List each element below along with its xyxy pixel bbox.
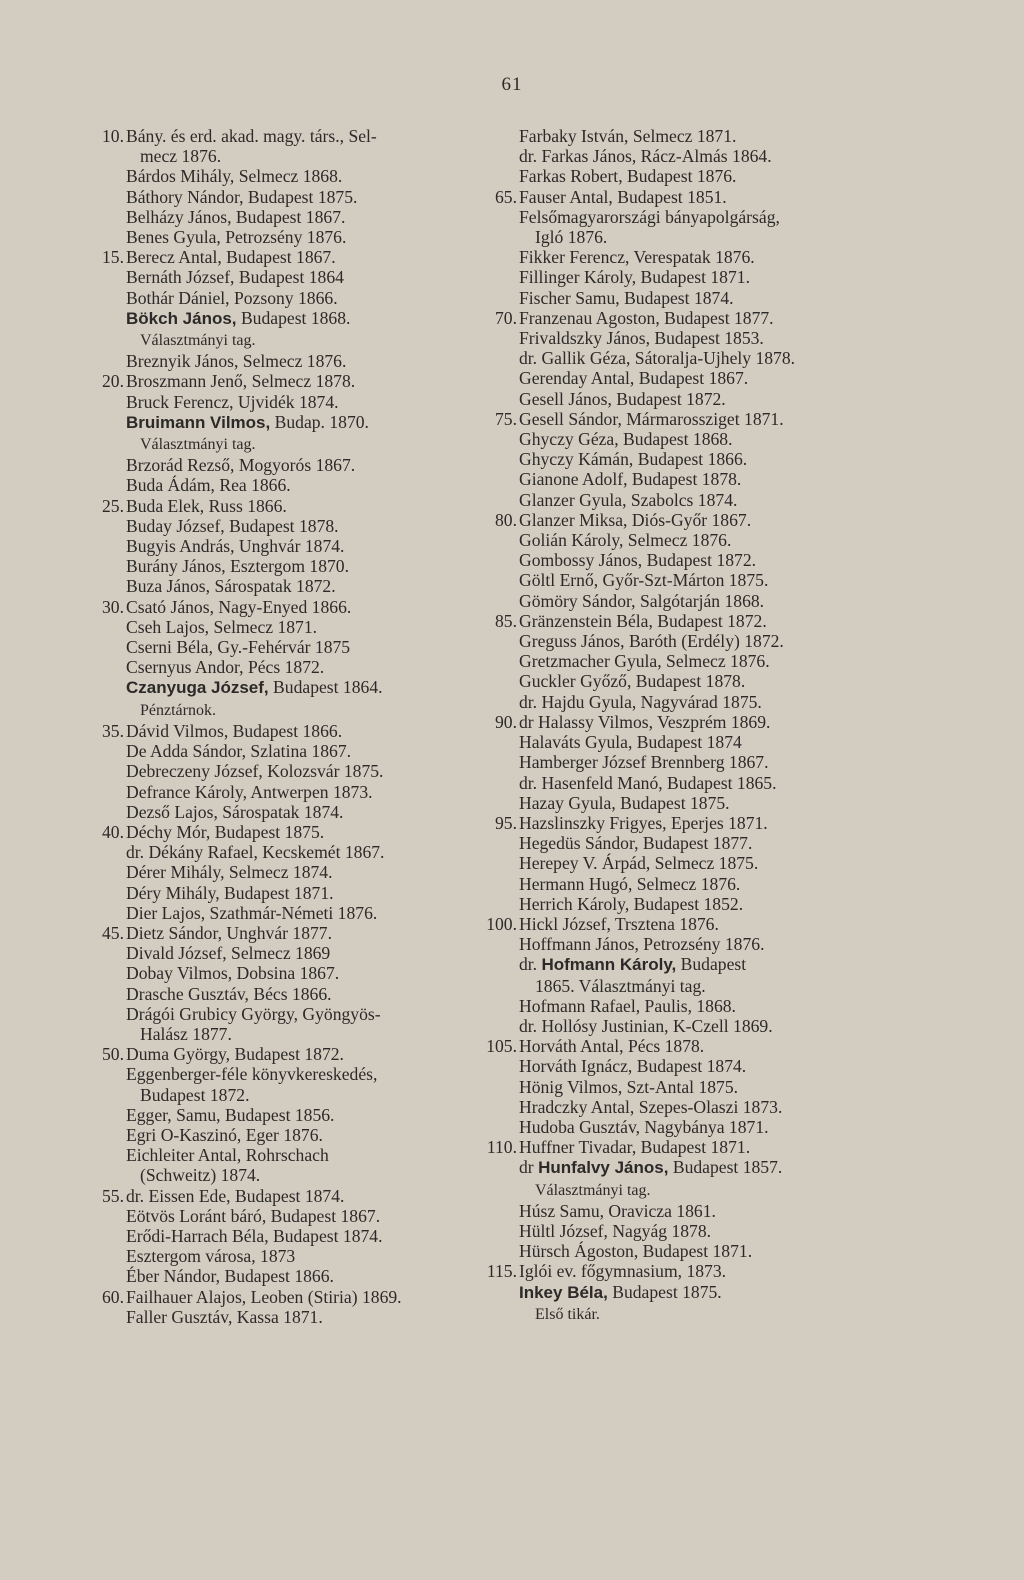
entry-text: Buda Elek, Russ 1866. [126,495,287,516]
member-entry [100,516,480,536]
member-entry [473,166,893,186]
member-entry [473,1097,893,1117]
entry-text: dr. Hasenfeld Manó, Budapest 1865. [519,772,777,793]
entry-text: Hudoba Gusztáv, Nagybánya 1871. [519,1116,769,1137]
entry-text: Gömöry Sándor, Salgótarján 1868. [519,590,765,611]
entry-text: Hegedüs Sándor, Budapest 1877. [519,833,753,854]
member-entry [100,862,480,882]
page-number: 61 [501,74,523,95]
entry-name-bold: Czanyuga József, [126,678,269,698]
entry-text: dr. Hajdu Gyula, Nagyvárad 1875. [519,691,762,712]
entry-text: Gianone Adolf, Budapest 1878. [519,469,742,490]
member-entry [100,267,480,287]
entry-name-bold: Inkey Béla, [519,1282,608,1302]
entry-text: Hickl József, Trsztena 1876. [519,913,719,934]
entry-text: dr Halassy Vilmos, Veszprém 1869. [519,711,771,732]
entry-number: 75. [495,408,517,429]
entry-text: Igló 1876. [535,227,608,248]
entry-text: Dezső Lajos, Sárospatak 1874. [126,801,344,822]
member-entry [473,146,893,166]
entry-number: 80. [495,509,517,530]
entry-text: Déry Mihály, Budapest 1871. [126,882,334,903]
entry-text: Budap. 1870. [270,411,369,432]
member-entry [473,954,893,975]
entry-text: Budapest 1864. [268,677,383,698]
member-entry [473,328,893,348]
member-entry [100,1287,480,1307]
member-entry [473,631,893,651]
entry-text: Hültl József, Nagyág 1878. [519,1220,712,1241]
member-entry [473,934,893,954]
member-entry [100,475,480,495]
entry-text: dr. Farkas János, Rácz-Almás 1864. [519,146,772,167]
entry-text: Esztergom városa, 1873 [126,1246,296,1267]
entry-text: Burány János, Esztergom 1870. [126,556,349,577]
entry-text: Defrance Károly, Antwerpen 1873. [126,781,373,802]
member-entry [473,732,893,752]
member-entry [100,1044,480,1064]
member-entry [100,984,480,1004]
member-entry [473,207,893,227]
member-entry [100,207,480,227]
member-entry [473,1157,893,1178]
entry-text: Franzenau Agoston, Budapest 1877. [519,307,774,328]
entry-text: Budapest 1857. [668,1157,783,1178]
entry-number: 115. [486,1261,517,1282]
member-entry [100,227,480,247]
entry-text: Eötvös Loránt báró, Budapest 1867. [126,1205,381,1226]
entry-text: Húsz Samu, Oravicza 1861. [519,1200,716,1221]
entry-text: Horváth Ignácz, Budapest 1874. [519,1056,747,1077]
member-entry [100,536,480,556]
member-entry [473,409,893,429]
member-entry [473,793,893,813]
member-entry [473,752,893,772]
member-entry [473,833,893,853]
member-entry [100,782,480,802]
entry-text: Dávid Vilmos, Budapest 1866. [126,720,343,741]
member-entry [473,288,893,308]
member-entry [473,247,893,267]
member-entry [473,550,893,570]
entry-text: Hürsch Ágoston, Budapest 1871. [519,1241,753,1262]
entry-number: 90. [495,711,517,732]
entry-text: Gretzmacher Gyula, Selmecz 1876. [519,651,770,672]
member-entry [100,1024,480,1044]
entry-text: Fischer Samu, Budapest 1874. [519,287,734,308]
entry-text: Breznyik János, Selmecz 1876. [126,351,347,372]
entry-number: 110. [486,1137,517,1158]
entry-text: Buday József, Budapest 1878. [126,515,339,536]
member-entry [473,1201,893,1221]
member-entry [473,1016,893,1036]
member-entry [473,570,893,590]
member-entry [100,617,480,637]
member-entry [100,1004,480,1024]
entry-role: Választmányi tag. [140,436,256,454]
member-entry [473,368,893,388]
entry-text: Eggenberger-féle könyvkereskedés, [126,1064,378,1085]
entry-text: Fillinger Károly, Budapest 1871. [519,267,750,288]
entry-text: Faller Gusztáv, Kassa 1871. [126,1306,323,1327]
member-entry [100,288,480,308]
left-column [100,126,480,1327]
entry-name-bold: Hofmann Károly, [541,955,677,975]
member-entry [473,914,893,934]
member-entry [100,1206,480,1226]
entry-text: Failhauer Alajos, Leoben (Stiria) 1869. [126,1286,402,1307]
member-entry [473,490,893,510]
entry-text: Éber Nándor, Budapest 1866. [126,1266,334,1287]
entry-text: mecz 1876. [140,146,222,167]
entry-text: Göltl Ernő, Győr-Szt-Márton 1875. [519,570,769,591]
entry-text: Buza János, Sárospatak 1872. [126,576,336,597]
entry-text: Ghyczy Kámán, Budapest 1866. [519,449,748,470]
member-entry [100,923,480,943]
entry-text: Dier Lajos, Szathmár-Németi 1876. [126,902,378,923]
member-entry [473,1241,893,1261]
entry-text: Bernáth József, Budapest 1864 [126,267,344,288]
entry-text: Erődi-Harrach Béla, Budapest 1874. [126,1225,383,1246]
entry-text: Drasche Gusztáv, Bécs 1866. [126,983,332,1004]
member-entry [473,996,893,1016]
entry-text: Cserni Béla, Gy.-Fehérvár 1875 [126,637,351,658]
member-entry [100,903,480,923]
member-entry [100,1125,480,1145]
entry-name-bold: Hunfalvy János, [538,1158,669,1178]
entry-number: 45. [102,922,124,943]
entry-text: Fikker Ferencz, Verespatak 1876. [519,247,755,268]
entry-text: dr. Hollósy Justinian, K-Czell 1869. [519,1015,773,1036]
member-entry [473,1137,893,1157]
entry-number: 10. [102,126,124,146]
entry-text: Glanzer Miksa, Diós-Győr 1867. [519,509,752,530]
member-entry [100,741,480,761]
member-entry [100,721,480,741]
member-entry [100,761,480,781]
member-entry [100,1165,480,1185]
entry-text: Brzorád Rezső, Mogyorós 1867. [126,455,356,476]
entry-text: Bány. és erd. akad. magy. társ., Sel- [126,126,377,146]
entry-text: Hofmann Rafael, Paulis, 1868. [519,995,736,1016]
entry-text: Hönig Vilmos, Szt-Antal 1875. [519,1076,739,1097]
entry-text: Gerenday Antal, Budapest 1867. [519,368,749,389]
entry-number: 35. [102,720,124,741]
member-entry [473,671,893,691]
entry-text: Gränzenstein Béla, Budapest 1872. [519,610,767,631]
entry-number: 15. [102,247,124,268]
entry-role: Pénztárnok. [140,701,216,719]
member-entry [100,146,480,166]
member-entry [100,943,480,963]
member-entry [100,455,480,475]
member-entry [100,1145,480,1165]
member-entry [100,329,480,351]
entry-text: Bárdos Mihály, Selmecz 1868. [126,166,343,187]
member-entry [473,308,893,328]
member-entry [100,496,480,516]
member-entry [100,597,480,617]
member-entry [100,371,480,391]
entry-name-bold: Bökch János, [126,308,237,328]
entry-text: dr. Eissen Ede, Budapest 1874. [126,1185,345,1206]
member-entry [473,976,893,996]
entry-role: Választmányi tag. [140,332,256,350]
member-entry [100,1226,480,1246]
entry-number: 25. [102,495,124,516]
entry-text: Benes Gyula, Petrozsény 1876. [126,227,347,248]
entry-number: 30. [102,596,124,617]
member-entry [100,187,480,207]
member-entry [473,1261,893,1281]
entry-text: Broszmann Jenő, Selmecz 1878. [126,371,356,392]
entry-text: Fauser Antal, Budapest 1851. [519,186,727,207]
entry-text: Gombossy János, Budapest 1872. [519,550,757,571]
entry-text: Duma György, Budapest 1872. [126,1044,344,1065]
entry-role: Első tikár. [535,1305,600,1323]
member-entry [100,842,480,862]
member-entry [473,469,893,489]
entry-text: Felsőmagyarországi bányapolgárság, [519,206,780,227]
entry-text: Frivaldszky János, Budapest 1853. [519,328,764,349]
entry-text: Farkas Robert, Budapest 1876. [519,166,737,187]
entry-number: 95. [495,812,517,833]
member-entry [473,1179,893,1201]
member-entry [100,677,480,698]
entry-number: 85. [495,610,517,631]
entry-role: Választmányi tag. [535,1181,651,1199]
member-entry [473,894,893,914]
entry-text: Iglói ev. főgymnasium, 1873. [519,1261,727,1282]
member-entry [100,126,480,146]
entry-text: Hazslinszky Frigyes, Eperjes 1871. [519,812,768,833]
member-entry [100,963,480,983]
entry-text: Hazay Gyula, Budapest 1875. [519,792,730,813]
entry-text: Eichleiter Antal, Rohrschach [126,1145,329,1166]
entry-text: Báthory Nándor, Budapest 1875. [126,186,358,207]
member-entry [100,308,480,329]
member-entry [100,802,480,822]
member-entry [100,166,480,186]
entry-text: Déchy Mór, Budapest 1875. [126,821,325,842]
entry-name-bold: Bruimann Vilmos, [126,412,271,432]
entry-number: 20. [102,371,124,392]
entry-text: Farbaky István, Selmecz 1871. [519,126,737,146]
entry-text: Berecz Antal, Budapest 1867. [126,247,336,268]
entry-text: Glanzer Gyula, Szabolcs 1874. [519,489,738,510]
entry-number: 40. [102,821,124,842]
entry-text: dr. Dékány Rafael, Kecskemét 1867. [126,842,385,863]
member-entry [473,449,893,469]
member-entry [473,692,893,712]
right-column [473,126,893,1325]
member-entry [100,351,480,371]
entry-number: 55. [102,1185,124,1206]
member-entry [100,433,480,455]
member-entry [100,657,480,677]
entry-number: 105. [486,1036,517,1057]
member-entry [100,1266,480,1286]
member-entry [473,227,893,247]
entry-number: 50. [102,1044,124,1065]
entry-text: Budapest 1875. [607,1281,722,1302]
member-entry [473,813,893,833]
entry-text: dr. Gallik Géza, Sátoralja-Ujhely 1878. [519,348,796,369]
member-entry [473,1221,893,1241]
entry-text: Egri O-Kaszinó, Eger 1876. [126,1124,323,1145]
entry-text: Dobay Vilmos, Dobsina 1867. [126,963,340,984]
member-entry [473,1077,893,1097]
entry-text: Belházy János, Budapest 1867. [126,206,346,227]
entry-text: 1865. Választmányi tag. [535,975,706,996]
member-entry [100,247,480,267]
member-entry [473,1036,893,1056]
entry-text: Budapest [676,954,747,975]
entry-text: Divald József, Selmecz 1869 [126,943,331,964]
entry-text: (Schweitz) 1874. [140,1165,261,1186]
member-entry [473,389,893,409]
entry-text: Dérer Mihály, Selmecz 1874. [126,862,333,883]
entry-number: 100. [486,913,517,934]
member-entry [473,853,893,873]
member-entry [100,412,480,433]
member-entry [473,712,893,732]
member-entry [473,1282,893,1303]
member-entry [100,392,480,412]
entry-text: Egger, Samu, Budapest 1856. [126,1104,335,1125]
entry-text: Huffner Tivadar, Budapest 1871. [519,1137,751,1158]
entry-text: Gesell János, Budapest 1872. [519,388,726,409]
member-entry [100,1246,480,1266]
entry-text: Dietz Sándor, Unghvár 1877. [126,922,332,943]
member-entry [473,267,893,287]
entry-text: De Adda Sándor, Szlatina 1867. [126,741,352,762]
entry-text: Greguss János, Baróth (Erdély) 1872. [519,631,784,652]
member-entry [100,576,480,596]
entry-text: Hoffmann János, Petrozsény 1876. [519,934,765,955]
entry-text: Bugyis András, Unghvár 1874. [126,536,345,557]
entry-text: Ghyczy Géza, Budapest 1868. [519,429,733,450]
entry-number: 60. [102,1286,124,1307]
entry-text: Guckler Győző, Budapest 1878. [519,671,746,692]
entry-text: Halaváts Gyula, Budapest 1874 [519,732,742,753]
entry-text: Csernyus Andor, Pécs 1872. [126,657,325,678]
entry-text: Budapest 1872. [140,1084,250,1105]
entry-text: Hermann Hugó, Selmecz 1876. [519,873,741,894]
entry-text: Debreczeny József, Kolozsvár 1875. [126,761,384,782]
member-entry [473,348,893,368]
member-entry [473,1056,893,1076]
entry-text: Cseh Lajos, Selmecz 1871. [126,616,318,637]
entry-text: Buda Ádám, Rea 1866. [126,475,291,496]
member-entry [473,874,893,894]
member-entry [100,822,480,842]
entry-number: 70. [495,307,517,328]
entry-text: Golián Károly, Selmecz 1876. [519,530,732,551]
entry-text: Herrich Károly, Budapest 1852. [519,893,744,914]
entry-text: Gesell Sándor, Mármarossziget 1871. [519,408,784,429]
entry-text: Hradczky Antal, Szepes-Olaszi 1873. [519,1096,783,1117]
member-entry [100,1186,480,1206]
member-entry [100,1307,480,1327]
entry-text: Bothár Dániel, Pozsony 1866. [126,287,338,308]
entry-text: Drágói Grubicy György, Gyöngyös- [126,1003,381,1024]
member-entry [100,1105,480,1125]
member-entry [473,1303,893,1325]
entry-text: Budapest 1868. [236,307,351,328]
member-entry [473,591,893,611]
member-entry [100,1064,480,1084]
member-entry [473,611,893,631]
entry-text: Herepey V. Árpád, Selmecz 1875. [519,853,759,874]
entry-text: Halász 1877. [140,1023,232,1044]
entry-prefix: dr [519,1157,539,1178]
member-entry [473,651,893,671]
member-entry [473,1117,893,1137]
member-entry [473,530,893,550]
member-entry [473,773,893,793]
member-entry [100,637,480,657]
member-entry [100,1085,480,1105]
member-entry [100,699,480,721]
member-entry [473,429,893,449]
entry-text: Horváth Antal, Pécs 1878. [519,1036,705,1057]
member-entry [100,883,480,903]
entry-text: Hamberger József Brennberg 1867. [519,752,769,773]
member-entry [473,126,893,146]
member-entry [100,556,480,576]
entry-number: 65. [495,186,517,207]
member-entry [473,510,893,530]
entry-text: Bruck Ferencz, Ujvidék 1874. [126,391,339,412]
entry-prefix: dr. [519,954,542,975]
member-entry [473,187,893,207]
entry-text: Csató János, Nagy-Enyed 1866. [126,596,352,617]
